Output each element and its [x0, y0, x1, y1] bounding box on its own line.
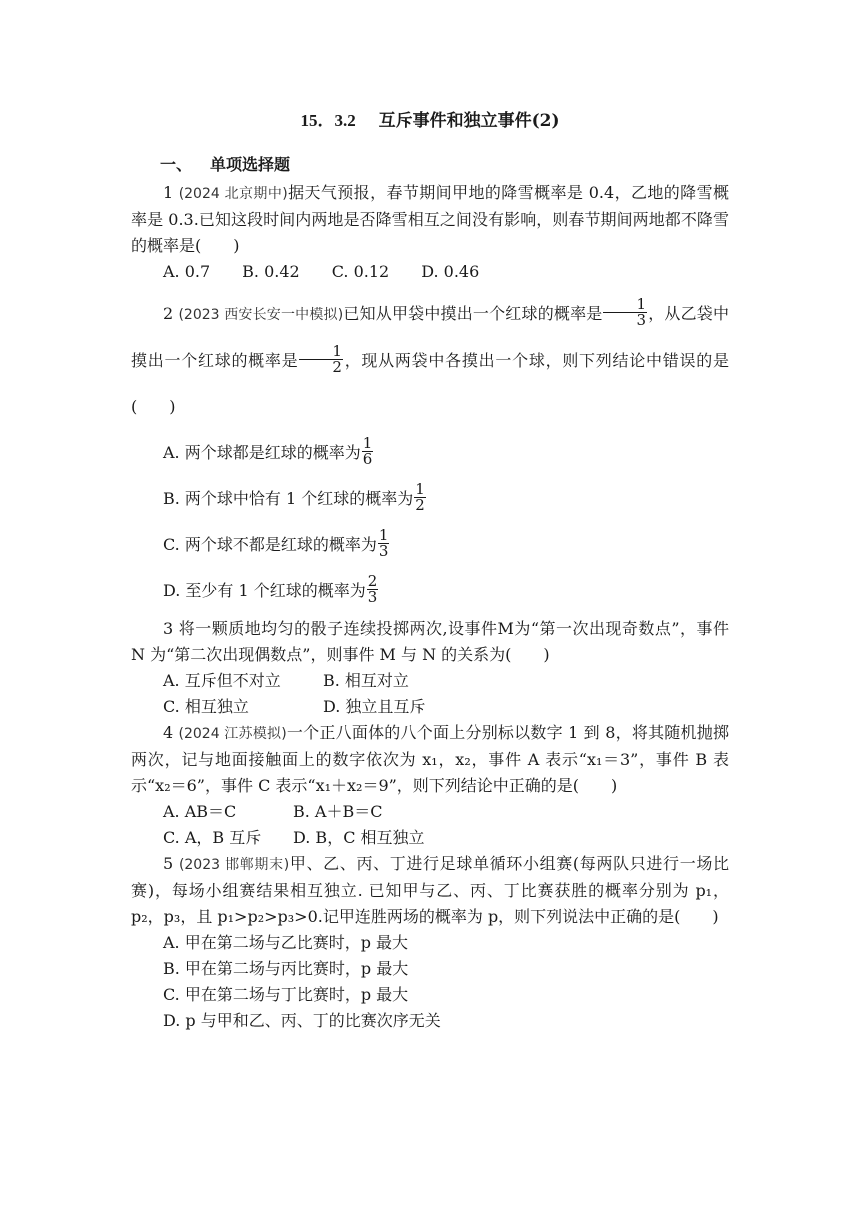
option-a[interactable]: A. 甲在第二场与乙比赛时，p 最大 [163, 933, 409, 952]
section-heading [160, 152, 290, 175]
option-c[interactable]: C. 0.12 [331, 262, 390, 281]
section-label: 单项选择题 [210, 155, 291, 174]
option-row [163, 799, 729, 825]
question-number: 2 [163, 304, 174, 323]
option-a[interactable]: A. 互斥但不对立 [163, 671, 281, 690]
fraction: $\frac{1}{6}$ [362, 434, 373, 468]
question-4 [131, 720, 729, 851]
question-list [131, 180, 729, 1034]
option-row [163, 259, 729, 285]
question-source: (2024 北京期中) [178, 186, 288, 202]
fraction: $\frac{1}{3}$ [603, 297, 647, 328]
option-d[interactable]: D. B，C 相互独立 [293, 828, 425, 847]
title-text: 互斥事件和独立事件(2) [378, 111, 560, 131]
option-row [163, 694, 729, 720]
question-stem-part-b: ，从乙袋中摸出一个红球的概率是 [131, 304, 729, 370]
question-stem: 甲、乙、丙、丁进行足球单循环小组赛(每两队只进行一场比赛)，每场小组赛结果相互独立. 已知甲与乙、丙、丁比赛获胜的概率分别为 p₁，p₂，p₃，且 p₁>p₂>p₃>0.记甲连胜两场的概率为 p，则下列说法中正确的是( ) [131, 854, 729, 926]
fraction: $\frac{2}{3}$ [367, 572, 378, 606]
question-source: (2023 邯郸期末) [178, 857, 290, 873]
option-d[interactable]: D. 0.46 [421, 262, 480, 281]
option-c[interactable]: C. A，B 互斥 [163, 828, 262, 847]
question-stem: 将一颗质地均匀的骰子连续投掷两次,设事件M为“第一次出现奇数点”，事件 N 为“第二次出现偶数点”，则事件 M 与 N 的关系为( ) [131, 619, 729, 664]
question-stem-part-a: 已知从甲袋中摸出一个红球的概率是 [343, 304, 603, 323]
question-1 [131, 180, 729, 285]
question-number: 5 [163, 854, 174, 873]
option-d[interactable]: D. 至少有 1 个红球的概率为 $\frac{2}{3}$ [163, 572, 378, 606]
question-2 [131, 291, 729, 614]
question-stem-part-c: ，现从两袋中各摸出一个球，则下列结论中错误的是( ) [131, 351, 729, 416]
question-number: 4 [163, 723, 174, 742]
fraction: $\frac{1}{2}$ [415, 480, 425, 514]
option-a[interactable]: A. 0.7 [163, 262, 211, 281]
fraction: $\frac{1}{2}$ [299, 344, 343, 375]
option-b[interactable]: B. 甲在第二场与丙比赛时，p 最大 [163, 959, 409, 978]
option-d[interactable]: D. 独立且互斥 [323, 697, 426, 716]
option-b[interactable]: B. 相互对立 [323, 671, 409, 690]
question-5 [131, 851, 729, 1034]
question-number: 1 [163, 183, 174, 202]
question-number: 3 [163, 619, 174, 638]
option-b[interactable]: B. 0.42 [242, 262, 300, 281]
title-number: 15．3.2 [300, 111, 356, 130]
page-title [0, 106, 860, 131]
option-b[interactable]: B. 两个球中恰有 1 个红球的概率为 $\frac{1}{2}$ [163, 480, 425, 514]
question-source: (2024 江苏模拟) [178, 726, 287, 742]
question-stem: 一个正八面体的八个面上分别标以数字 1 到 8，将其随机抛掷两次，记与地面接触面上的数字依次为 x₁，x₂，事件 A 表示“x₁＝3”，事件 B 表示“x₂＝6”，事件 C 表示“x₁＋x₂＝9”，则下列结论中正确的是( ) [131, 723, 729, 795]
option-c[interactable]: C. 甲在第二场与丁比赛时，p 最大 [163, 985, 409, 1004]
option-a[interactable]: A. AB＝C [163, 802, 237, 821]
option-row [163, 825, 729, 851]
question-source: (2023 西安长安一中模拟) [178, 307, 344, 323]
option-row [163, 668, 729, 694]
option-a[interactable]: A. 两个球都是红球的概率为 $\frac{1}{6}$ [163, 434, 373, 468]
question-stem: 据天气预报，春节期间甲地的降雪概率是 0.4，乙地的降雪概率是 0.3.已知这段时间内两地是否降雪相互之间没有影响，则春节期间两地都不降雪的概率是( ) [131, 183, 729, 255]
question-3 [131, 616, 729, 720]
section-index: 一、 [160, 155, 193, 174]
option-d[interactable]: D. p 与甲和乙、丙、丁的比赛次序无关 [163, 1011, 441, 1030]
option-b[interactable]: B. A＋B＝C [293, 802, 383, 821]
option-c[interactable]: C. 两个球不都是红球的概率为 $\frac{1}{3}$ [163, 526, 389, 560]
option-c[interactable]: C. 相互独立 [163, 697, 249, 716]
fraction: $\frac{1}{3}$ [378, 526, 389, 560]
